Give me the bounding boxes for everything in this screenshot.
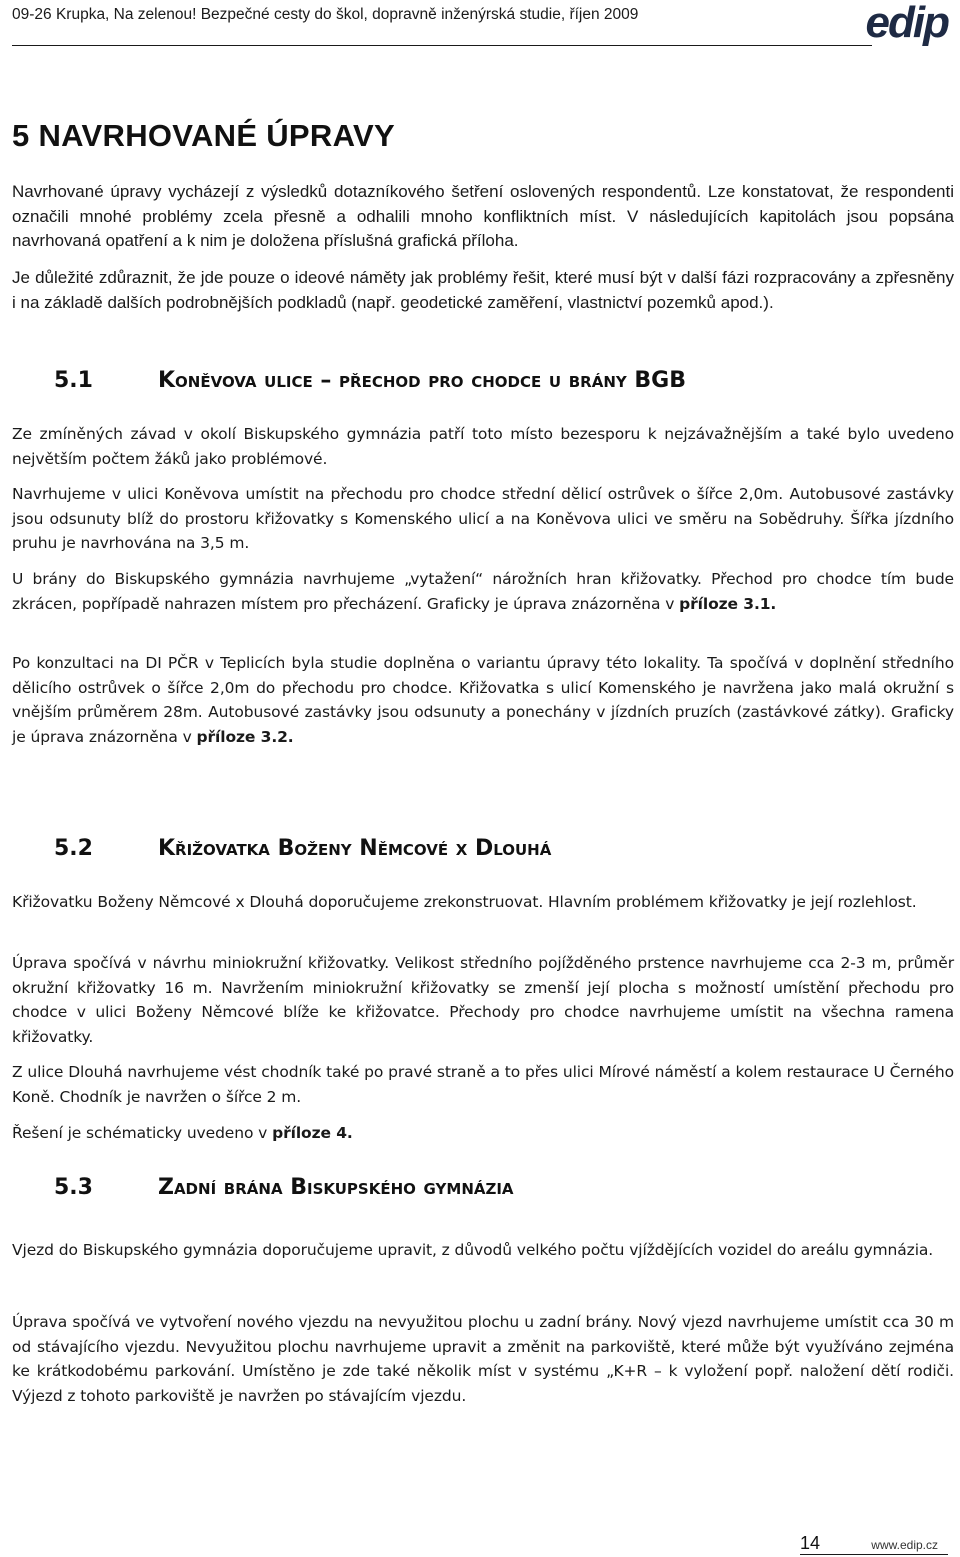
s52-paragraph-4: [12, 1121, 954, 1146]
s51-p4-text: Po konzultaci na DI PČR v Teplicích byla studie doplněna o variantu úpravy této lokality. Ta spočívá v doplnění středního dělicího ostrůvek o šířce 2,0m do přechodu pro chodce. Křižovatka s ulicí Komenského je navržena jako malá okružní s vnějším průměrem 28m. Autobusové zastávky jsou odsunuty a ponechány v jízdních pruzích (zastávkové zátky). Graficky je úprava znázorněna v: [12, 654, 954, 746]
intro-paragraph-1: Navrhované úpravy vycházejí z výsledků dotazníkového šetření oslovených respondentů. Lze konstatovat, že respondenti označili mnohé problémy zcela přesně a odhalili mnoho konfliktních míst. V následujících kapitolách jsou popsána navrhovaná opatření a k nim je doložena příslušná grafická příloha.: [12, 182, 954, 250]
section-title: Křižovatka Boženy Němcové x Dlouhá: [158, 836, 552, 861]
s51-paragraph-1: Ze zmíněných závad v okolí Biskupského gymnázia patří toto místo bezesporu k nejzávažnějším a také bylo uvedeno největším počtem žáků jako problémové.: [12, 425, 954, 468]
header-title: 09-26 Krupka, Na zelenou! Bezpečné cesty do škol, dopravně inženýrská studie, říjen 2009: [12, 6, 639, 23]
page-header: [0, 0, 960, 48]
s52-paragraph-3: Z ulice Dlouhá navrhujeme vést chodník také po pravé straně a to přes ulici Mírové náměstí a kolem restaurace U Černého Koně. Chodník je navržen o šířce 2 m.: [12, 1063, 954, 1106]
s51-paragraph-2: Navrhujeme v ulici Koněvova umístit na přechodu pro chodce střední dělicí ostrůvek o šířce 2,0m. Autobusové zastávky jsou odsunuty blíž do prostoru křižovatky s Komenského ulicí a na Koněvova ulici ve směru na Sobědruhy. Šířka jízdního pruhu je navrhována na 3,5 m.: [12, 485, 954, 552]
footer-divider: [800, 1554, 948, 1555]
s53-paragraph-1: Vjezd do Biskupského gymnázia doporučujeme upravit, z důvodů velkého počtu vjíždějících vozidel do areálu gymnázia.: [12, 1241, 934, 1259]
section-5-3-heading: [54, 1175, 514, 1200]
section-number: 5.3: [54, 1175, 93, 1200]
section-number: 5.1: [54, 368, 93, 393]
section-number: 5.2: [54, 836, 93, 861]
s53-paragraph-2: Úprava spočívá ve vytvoření nového vjezdu na nevyužitou plochu u zadní brány. Nový vjezd navrhujeme umístit cca 30 m od stávajícího vjezdu. Nevyužitou plochu navrhujeme upravit a změnit na parkoviště, které může být využíváno zejména ke krátkodobému parkování. Umístěno je zde také několik míst v systému „K+R – k vyložení popř. naložení dětí rodiči. Výjezd z tohoto parkoviště je navržen po stávajícím vjezdu.: [12, 1313, 954, 1405]
s52-paragraph-1: Křižovatku Boženy Němcové x Dlouhá doporučujeme zrekonstruovat. Hlavním problémem křižovatky je její rozlehlost.: [12, 893, 917, 911]
s52-p4-text: Řešení je schématicky uvedeno v: [12, 1124, 268, 1142]
section-5-2-heading: [54, 836, 551, 861]
chapter-title: 5 NAVRHOVANÉ ÚPRAVY: [12, 118, 395, 153]
section-5-1-heading: [54, 368, 686, 393]
appendix-ref-4: příloze 4.: [272, 1124, 353, 1142]
appendix-ref-3-2: příloze 3.2.: [196, 727, 294, 746]
appendix-ref-3-1: příloze 3.1.: [679, 594, 777, 613]
page-number: 14: [800, 1533, 821, 1553]
edip-logo: edip: [865, 0, 948, 47]
s51-paragraph-4: [12, 651, 954, 749]
section-title: Zadní brána Biskupského gymnázia: [158, 1175, 514, 1200]
s52-paragraph-2: Úprava spočívá v návrhu miniokružní křižovatky. Velikost středního pojížděného prstence navrhujeme cca 2-3 m, průměr okružní křižovatky 16 m. Navržením miniokružní křižovatky se zmenší její plocha s možností umístění přechodu pro chodce v ulici Boženy Němcové blíže ke křižovatce. Přechody pro chodce navrhujeme umístit na všechna ramena křižovatky.: [12, 954, 954, 1046]
footer-url: www.edip.cz: [871, 1538, 938, 1552]
s51-paragraph-3: [12, 567, 954, 616]
header-divider: [12, 45, 872, 46]
intro-paragraph-2: Je důležité zdůraznit, že jde pouze o ideové náměty jak problémy řešit, které musí být v další fázi rozpracovány a zpřesněny i na základě dalších podrobnějších podkladů (např. geodetické zaměření, vlastnictví pozemků apod.).: [12, 268, 954, 312]
section-title: Koněvova ulice – přechod pro chodce u brány BGB: [158, 368, 686, 393]
s51-p3-text: U brány do Biskupského gymnázia navrhujeme „vytažení“ nárožních hran křižovatky. Přechod pro chodce tím bude zkrácen, popřípadě nahrazen místem pro přecházení. Graficky je úprava znázorněna v: [12, 570, 954, 613]
